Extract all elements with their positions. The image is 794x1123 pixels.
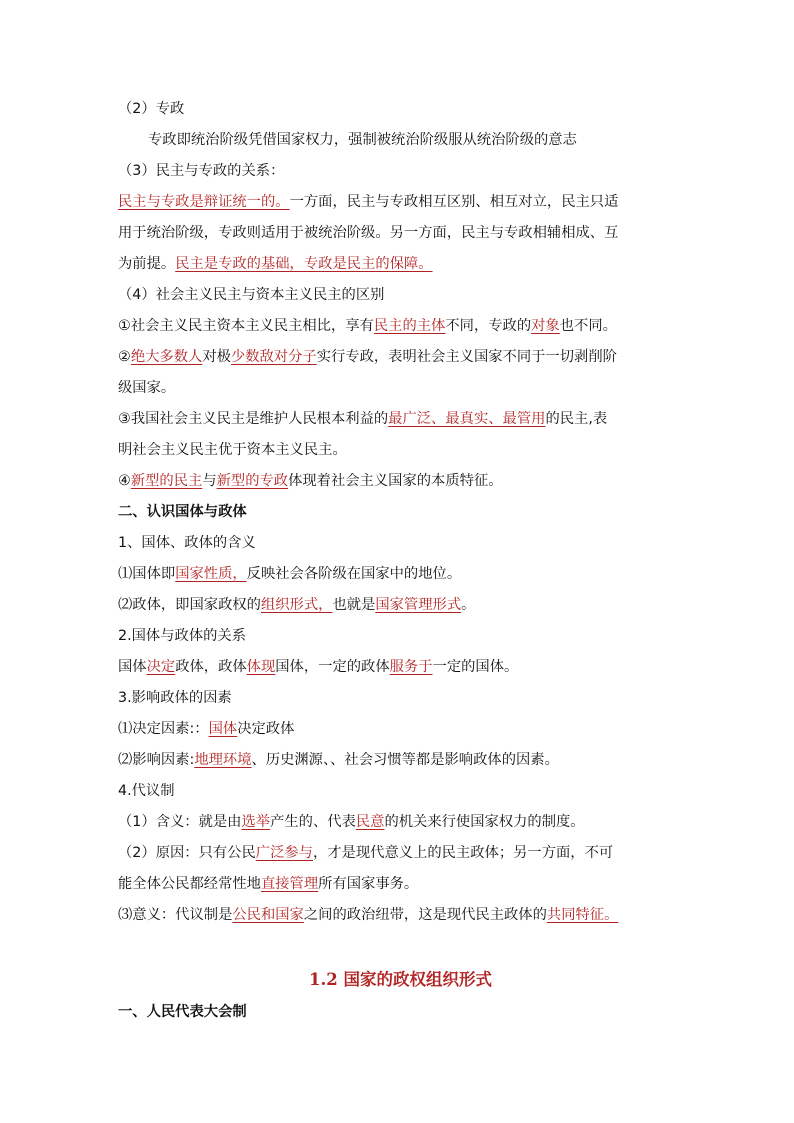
relation-state-government: 国体决定政体，政体体现国体，一定的政体服务于一定的国体。 <box>118 659 519 675</box>
subheading-representative: 4.代议制 <box>118 783 175 799</box>
relation-line-3: 为前提。民主是专政的基础，专政是民主的保障。 <box>118 256 433 272</box>
section-title-1-2: 1.2 国家的政权组织形式 <box>309 970 492 989</box>
representative-significance: ⑶意义：代议制是公民和国家之间的政治纽带，这是现代民主政体的共同特征。 <box>118 907 619 923</box>
meaning-government-system: ⑵政体，即国家政权的组织形式，也就是国家管理形式。 <box>118 597 476 613</box>
relation-line-1: 民主与专政是辩证统一的。一方面，民主与专政相互区别、相互对立，民主只适 <box>118 194 619 210</box>
difference-point-2-cont: 级国家。 <box>118 380 176 396</box>
section-heading-state-system: 二、认识国体与政体 <box>118 504 247 520</box>
relation-line-2: 用于统治阶级，专政则适用于被统治阶级。另一方面，民主与专政相辅相成、互 <box>118 225 619 241</box>
difference-point-3: ③我国社会主义民主是维护人民根本利益的最广泛、最真实、最管用的民主,表 <box>118 411 608 427</box>
heading-relation: （3）民主与专政的关系： <box>118 163 285 179</box>
factor-decisive: ⑴决定因素:：国体决定政体 <box>118 721 295 737</box>
highlight-dialectical: 民主与专政是辩证统一的。 <box>118 194 290 210</box>
subheading-relation: 2.国体与政体的关系 <box>118 628 247 644</box>
representative-reason-cont: 能全体公民都经常性地直接管理所有国家事务。 <box>118 876 419 892</box>
representative-reason: （2）原因：只有公民广泛参与，才是现代意义上的民主政体；另一方面，不可 <box>118 845 614 861</box>
difference-point-1: ①社会主义民主资本主义民主相比，享有民主的主体不同，专政的对象也不同。 <box>118 318 617 334</box>
meaning-state-system: ⑴国体即国家性质，反映社会各阶级在国家中的地位。 <box>118 566 462 582</box>
factor-influencing: ⑵影响因素:地理环境、历史渊源、、社会习惯等都是影响政体的因素。 <box>118 752 559 768</box>
difference-point-4: ④新型的民主与新型的专政体现着社会主义国家的本质特征。 <box>118 473 503 489</box>
document-body <box>118 94 683 1028</box>
subheading-peoples-congress: 一、人民代表大会制 <box>118 1004 247 1020</box>
subheading-factors: 3.影响政体的因素 <box>118 690 232 706</box>
subheading-meaning: 1、国体、政体的含义 <box>118 535 256 551</box>
heading-difference: （4）社会主义民主与资本主义民主的区别 <box>118 287 385 303</box>
heading-dictatorship: （2）专政 <box>118 101 185 117</box>
difference-point-2: ②绝大多数人对极少数敌对分子实行专政，表明社会主义国家不同于一切剥削阶 <box>118 349 617 365</box>
dictatorship-definition: 专政即统治阶级凭借国家权力，强制被统治阶级服从统治阶级的意志 <box>148 132 577 148</box>
highlight-basis-guarantee: 民主是专政的基础，专政是民主的保障。 <box>175 256 433 272</box>
representative-meaning: （1）含义：就是由选举产生的、代表民意的机关来行使国家权力的制度。 <box>118 814 585 830</box>
difference-point-3-cont: 明社会主义民主优于资本主义民主。 <box>118 442 347 458</box>
